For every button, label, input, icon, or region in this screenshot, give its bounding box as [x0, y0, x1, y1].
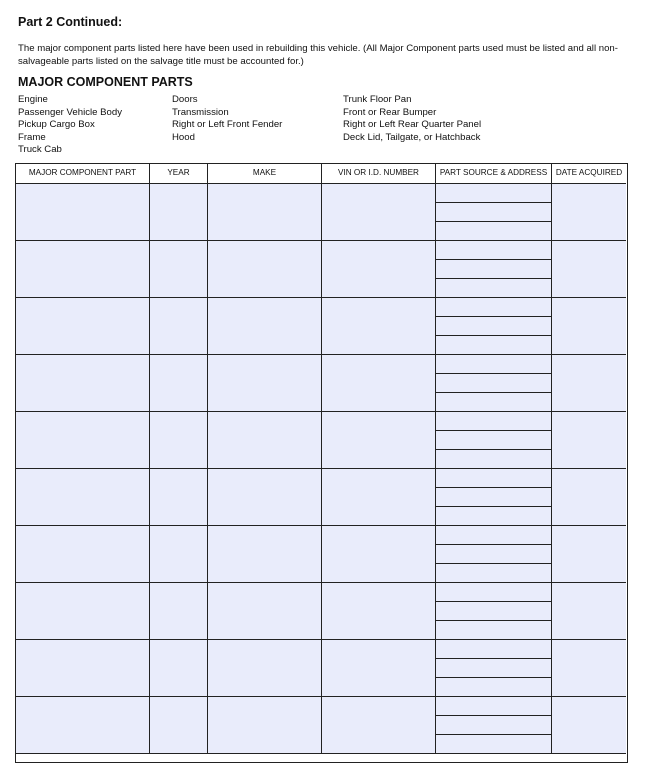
make-field[interactable] — [208, 697, 322, 754]
parts-list-column-3 — [343, 94, 481, 144]
major-component-part-field[interactable] — [16, 526, 150, 583]
year-field[interactable] — [150, 583, 208, 640]
table-row — [16, 412, 627, 469]
year-field[interactable] — [150, 526, 208, 583]
address-line-divider — [436, 373, 551, 374]
major-component-part-field[interactable] — [16, 640, 150, 697]
vin-number-field[interactable] — [322, 184, 436, 241]
header-vin-number: VIN OR I.D. NUMBER — [322, 164, 436, 184]
vin-number-field[interactable] — [322, 412, 436, 469]
part-item: Pickup Cargo Box — [18, 119, 95, 131]
part-item: Frame — [18, 131, 46, 143]
major-component-part-field[interactable] — [16, 583, 150, 640]
parts-title: MAJOR COMPONENT PARTS — [18, 75, 193, 89]
table-row — [16, 241, 627, 298]
section-heading: Part 2 Continued: — [18, 15, 123, 29]
table-row — [16, 298, 627, 355]
part-source-address-field[interactable] — [436, 469, 552, 526]
address-line-divider — [436, 449, 551, 450]
major-component-part-field[interactable] — [16, 412, 150, 469]
vin-number-field[interactable] — [322, 355, 436, 412]
make-field[interactable] — [208, 526, 322, 583]
address-line-divider — [436, 563, 551, 564]
make-field[interactable] — [208, 412, 322, 469]
major-component-part-field[interactable] — [16, 298, 150, 355]
part-item: Engine — [18, 94, 48, 105]
part-item: Trunk Floor Pan — [343, 94, 412, 105]
year-field[interactable] — [150, 697, 208, 754]
date-acquired-field[interactable] — [552, 469, 626, 526]
address-line-divider — [436, 221, 551, 222]
vin-number-field[interactable] — [322, 697, 436, 754]
year-field[interactable] — [150, 355, 208, 412]
vin-number-field[interactable] — [322, 526, 436, 583]
part-item: Doors — [172, 94, 198, 105]
date-acquired-field[interactable] — [552, 640, 626, 697]
make-field[interactable] — [208, 583, 322, 640]
major-component-part-field[interactable] — [16, 469, 150, 526]
make-field[interactable] — [208, 640, 322, 697]
year-field[interactable] — [150, 241, 208, 298]
part-source-address-field[interactable] — [436, 412, 552, 469]
year-field[interactable] — [150, 298, 208, 355]
date-acquired-field[interactable] — [552, 184, 626, 241]
make-field[interactable] — [208, 298, 322, 355]
part-item: Transmission — [172, 106, 229, 118]
table-row — [16, 526, 627, 583]
component-parts-table — [15, 163, 628, 763]
address-line-divider — [436, 335, 551, 336]
address-line-divider — [436, 601, 551, 602]
address-line-divider — [436, 430, 551, 431]
date-acquired-field[interactable] — [552, 241, 626, 298]
address-line-divider — [436, 677, 551, 678]
year-field[interactable] — [150, 469, 208, 526]
vin-number-field[interactable] — [322, 640, 436, 697]
date-acquired-field[interactable] — [552, 526, 626, 583]
table-row — [16, 583, 627, 640]
major-component-part-field[interactable] — [16, 241, 150, 298]
vin-number-field[interactable] — [322, 298, 436, 355]
part-source-address-field[interactable] — [436, 355, 552, 412]
address-line-divider — [436, 316, 551, 317]
part-item: Right or Left Front Fender — [172, 119, 283, 131]
address-line-divider — [436, 487, 551, 488]
address-line-divider — [436, 658, 551, 659]
address-line-divider — [436, 544, 551, 545]
make-field[interactable] — [208, 355, 322, 412]
table-row — [16, 697, 627, 754]
part-item: Truck Cab — [18, 144, 62, 156]
major-component-part-field[interactable] — [16, 184, 150, 241]
address-line-divider — [436, 734, 551, 735]
date-acquired-field[interactable] — [552, 697, 626, 754]
date-acquired-field[interactable] — [552, 355, 626, 412]
header-make: MAKE — [208, 164, 322, 184]
year-field[interactable] — [150, 412, 208, 469]
intro-text: The major component parts listed here have been used in rebuilding this vehicle. (All Major Component parts used must be listed and all non-salvageable parts listed on the salvage title must be accounted for.) — [18, 43, 618, 67]
date-acquired-field[interactable] — [552, 298, 626, 355]
address-line-divider — [436, 278, 551, 279]
year-field[interactable] — [150, 184, 208, 241]
table-row — [16, 469, 627, 526]
vin-number-field[interactable] — [322, 583, 436, 640]
table-row — [16, 640, 627, 697]
table-row — [16, 355, 627, 412]
part-source-address-field[interactable] — [436, 583, 552, 640]
vin-number-field[interactable] — [322, 241, 436, 298]
header-part-source-address: PART SOURCE & ADDRESS — [436, 164, 552, 184]
date-acquired-field[interactable] — [552, 583, 626, 640]
part-source-address-field[interactable] — [436, 640, 552, 697]
parts-list-column-2 — [172, 94, 282, 144]
part-item: Passenger Vehicle Body — [18, 106, 122, 118]
make-field[interactable] — [208, 469, 322, 526]
address-line-divider — [436, 506, 551, 507]
address-line-divider — [436, 202, 551, 203]
address-line-divider — [436, 259, 551, 260]
date-acquired-field[interactable] — [552, 412, 626, 469]
make-field[interactable] — [208, 184, 322, 241]
part-source-address-field[interactable] — [436, 526, 552, 583]
vin-number-field[interactable] — [322, 469, 436, 526]
part-item: Front or Rear Bumper — [343, 106, 437, 118]
year-field[interactable] — [150, 640, 208, 697]
address-line-divider — [436, 392, 551, 393]
parts-list-column-1 — [18, 94, 122, 157]
part-source-address-field[interactable] — [436, 241, 552, 298]
address-line-divider — [436, 620, 551, 621]
make-field[interactable] — [208, 241, 322, 298]
part-item: Deck Lid, Tailgate, or Hatchback — [343, 131, 481, 143]
part-source-address-field[interactable] — [436, 697, 552, 754]
part-item: Right or Left Rear Quarter Panel — [343, 119, 482, 131]
header-major-component-part: MAJOR COMPONENT PART — [16, 164, 150, 184]
part-source-address-field[interactable] — [436, 298, 552, 355]
major-component-part-field[interactable] — [16, 355, 150, 412]
part-item: Hood — [172, 131, 195, 143]
header-year: YEAR — [150, 164, 208, 184]
part-source-address-field[interactable] — [436, 184, 552, 241]
address-line-divider — [436, 715, 551, 716]
table-row — [16, 184, 627, 241]
header-date-acquired: DATE ACQUIRED — [552, 164, 626, 184]
major-component-part-field[interactable] — [16, 697, 150, 754]
